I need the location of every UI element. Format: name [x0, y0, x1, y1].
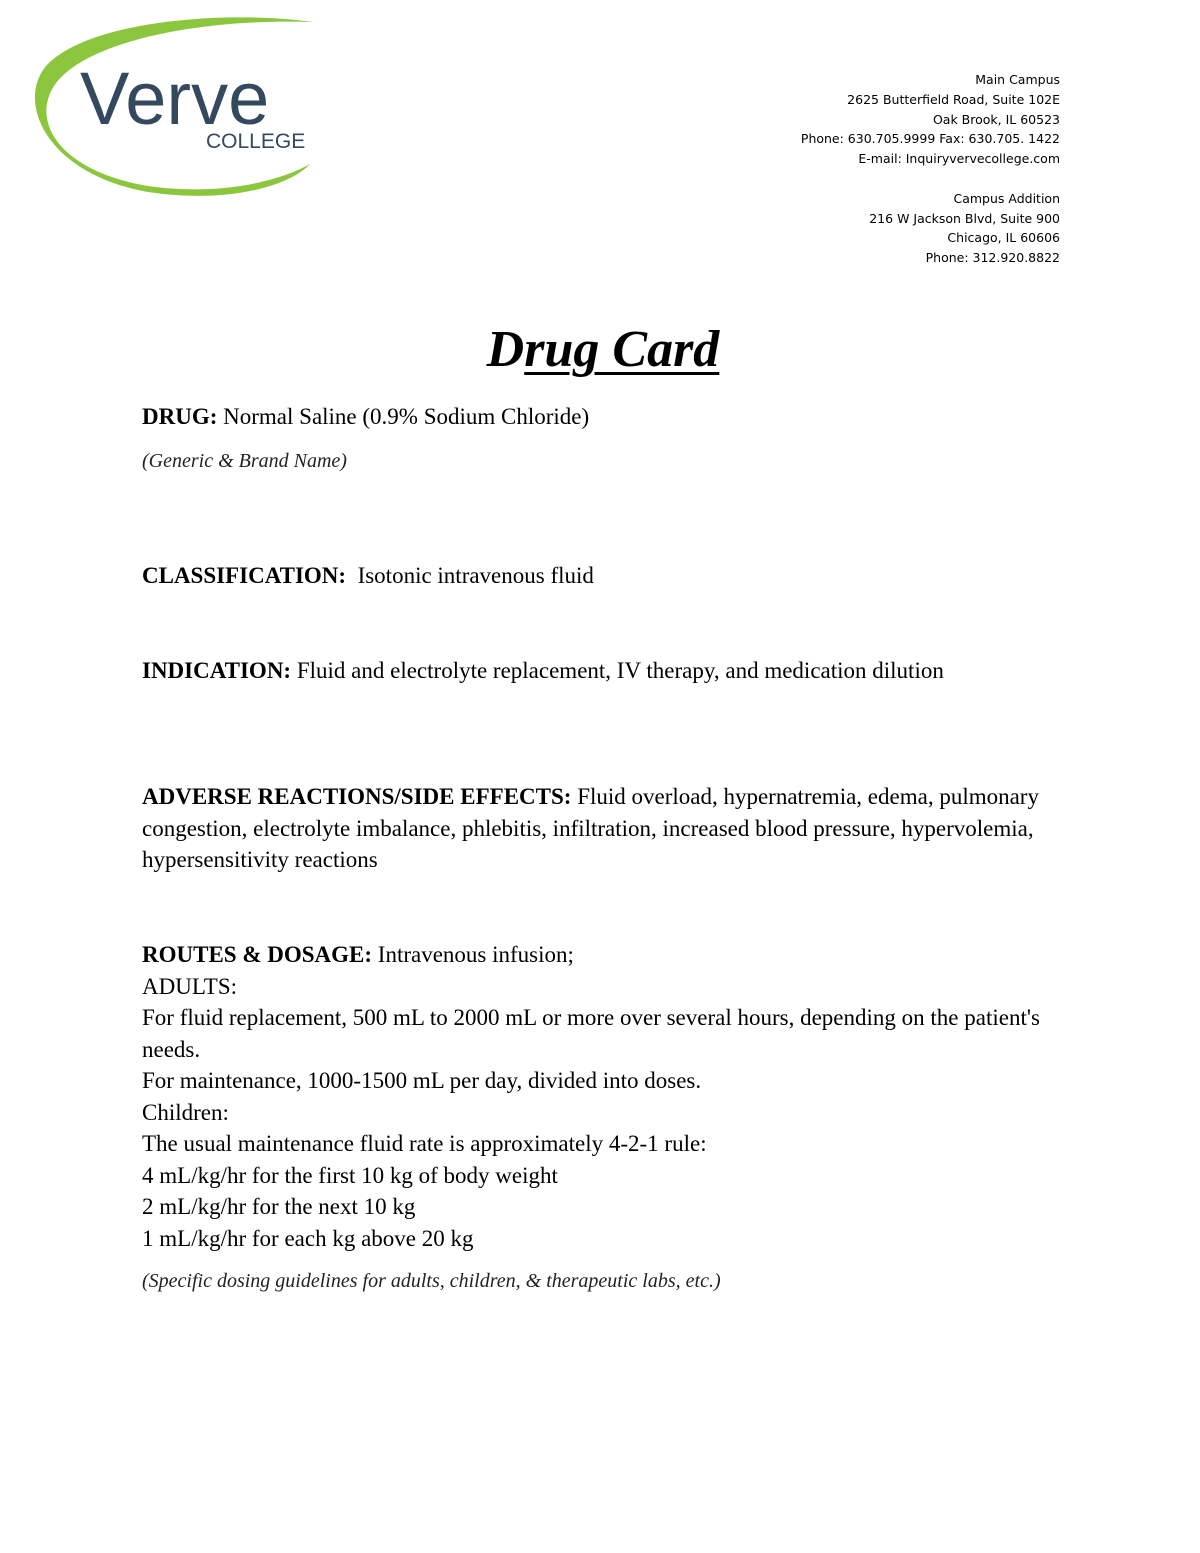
- main-campus-phone: Phone: 630.705.9999 Fax: 630.705. 1422: [800, 131, 1060, 147]
- logo-subtitle: COLLEGE: [206, 130, 306, 153]
- classification-field: [142, 560, 1062, 592]
- title-prefix: D: [486, 321, 525, 378]
- drug-hint: (Generic & Brand Name): [142, 450, 347, 472]
- campus-addition-heading: Campus Addition: [953, 190, 1060, 206]
- adverse-value: Fluid overload, hypernatremia, edema, pulmonary congestion, electrolyte imbalance, phlebitis, infiltration, increased blood pressure, hypervolemia, hypersensitivity reactions: [142, 784, 1039, 872]
- page-title: [0, 318, 1200, 382]
- main-campus-email: E-mail: Inquiryvervecollege.com: [858, 151, 1060, 167]
- indication-field: [142, 655, 1062, 687]
- classification-value: Isotonic intravenous fluid: [346, 563, 594, 588]
- adverse-label: ADVERSE REACTIONS/SIDE EFFECTS:: [142, 784, 572, 809]
- drug-field: [142, 401, 1062, 433]
- classification-label: CLASSIFICATION:: [142, 563, 347, 588]
- main-campus-heading: Main Campus: [975, 72, 1060, 87]
- routes-label: ROUTES & DOSAGE:: [142, 942, 373, 967]
- routes-dosage-field: [142, 939, 1062, 1254]
- campus-addition-phone: Phone: 312.920.8822: [925, 250, 1060, 266]
- indication-label: INDICATION:: [142, 658, 292, 683]
- routes-line: ADULTS:: [142, 973, 237, 999]
- routes-line: 4 mL/kg/hr for the first 10 kg of body weight: [142, 1162, 558, 1188]
- main-campus-street: 2625 Butterfield Road, Suite 102E: [847, 91, 1060, 107]
- drug-value: Normal Saline (0.9% Sodium Chloride): [217, 404, 590, 429]
- verve-college-logo: [28, 14, 328, 204]
- campus-addition-street: 216 W Jackson Blvd, Suite 900: [869, 210, 1060, 226]
- routes-line: Children:: [142, 1099, 229, 1125]
- logo-wordmark: Verve: [80, 57, 270, 140]
- drug-label: DRUG:: [142, 404, 218, 429]
- routes-line: For fluid replacement, 500 mL to 2000 mL or more over several hours, depending on the patient's needs.: [142, 1005, 1040, 1062]
- logo-swoosh-icon: [28, 14, 328, 204]
- main-campus-city: Oak Brook, IL 60523: [932, 111, 1060, 127]
- routes-line: 2 mL/kg/hr for the next 10 kg: [142, 1194, 416, 1219]
- indication-value: Fluid and electrolyte replacement, IV therapy, and medication dilution: [291, 658, 944, 683]
- campus-addition-city: Chicago, IL 60606: [947, 230, 1060, 246]
- routes-value: Intravenous infusion;: [372, 942, 574, 967]
- routes-line: The usual maintenance fluid rate is approximately 4-2-1 rule:: [142, 1131, 707, 1156]
- title-underlined: rug Card: [524, 321, 720, 378]
- routes-hint: (Specific dosing guidelines for adults, children, & therapeutic labs, etc.): [142, 1270, 721, 1292]
- adverse-reactions-field: [142, 781, 1062, 876]
- routes-line: 1 mL/kg/hr for each kg above 20 kg: [142, 1225, 474, 1251]
- address-spacer: [801, 169, 1060, 189]
- address-block: [801, 70, 1060, 268]
- routes-line: For maintenance, 1000-1500 mL per day, divided into doses.: [142, 1068, 702, 1093]
